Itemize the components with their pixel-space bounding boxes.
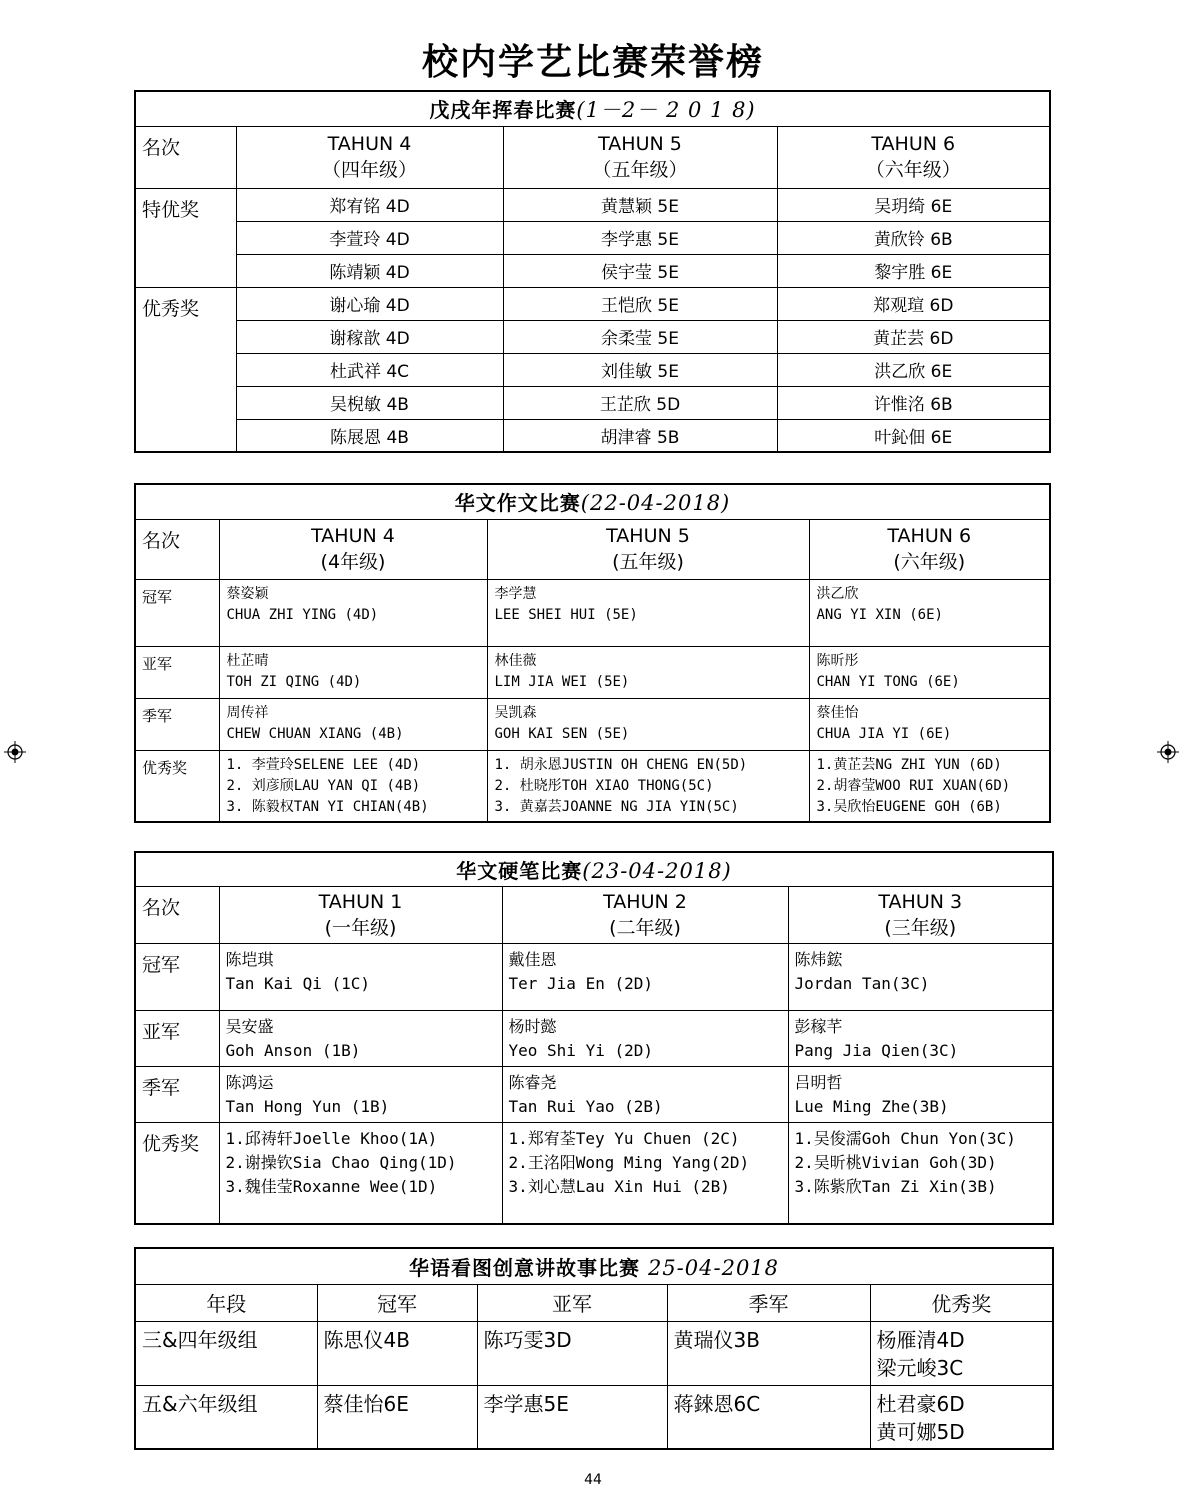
winner-cell: 杨时懿 Yeo Shi Yi (2D) <box>502 1010 788 1066</box>
merit-cell: 杨雁清4D 梁元峻3C <box>870 1321 1053 1385</box>
winner-cell: 吴棿敏 4B <box>236 386 503 419</box>
winner-cell: 林佳薇 LIM JIA WEI (5E) <box>487 646 809 698</box>
winner-cell: 黄瑞仪3B <box>667 1321 870 1385</box>
rank-label: 冠军 <box>135 943 219 1010</box>
winner-cell: 杜芷晴 TOH ZI QING (4D) <box>219 646 487 698</box>
column-header: 优秀奖 <box>870 1284 1053 1321</box>
table-title-text: 华语看图创意讲故事比赛 <box>408 1255 640 1280</box>
storytelling-table <box>134 1247 1054 1450</box>
column-header: TAHUN 6 （六年级） <box>777 126 1050 188</box>
winner-cell: 陈垲琪 Tan Kai Qi (1C) <box>219 943 502 1010</box>
table-title-text: 华文作文比赛 <box>454 491 581 516</box>
column-header: TAHUN 4 （四年级） <box>236 126 503 188</box>
winner-cell: 黄欣铃 6B <box>777 221 1050 254</box>
column-header: TAHUN 6 (六年级) <box>809 519 1050 579</box>
page-number: 44 <box>584 1472 602 1488</box>
winner-cell: 蔡佳怡 CHUA JIA YI (6E) <box>809 698 1050 750</box>
merit-cell: 杜君豪6D 黄可娜5D <box>870 1385 1053 1449</box>
winner-cell: 吴凯森 GOH KAI SEN (5E) <box>487 698 809 750</box>
winner-cell: 黄慧颖 5E <box>503 188 777 221</box>
winner-cell: 李学慧 LEE SHEI HUI (5E) <box>487 579 809 646</box>
winner-cell: 杜武祥 4C <box>236 353 503 386</box>
column-header: TAHUN 5 （五年级） <box>503 126 777 188</box>
merit-cell: 1. 胡永恩JUSTIN OH CHENG EN(5D) 2. 杜晓彤TOH XIAO THONG(5C) 3. 黄嘉芸JOANNE NG JIA YIN(5C) <box>487 750 809 822</box>
table-title <box>135 91 1050 126</box>
winner-cell: 王恺欣 5E <box>503 287 777 320</box>
column-header: 亚军 <box>477 1284 667 1321</box>
table-date: (22-04-2018) <box>580 491 731 516</box>
rank-label: 季军 <box>135 698 219 750</box>
column-header: TAHUN 5 (五年级) <box>487 519 809 579</box>
rank-header: 名次 <box>135 519 219 579</box>
merit-cell: 1.黄芷芸NG ZHI YUN (6D) 2.胡睿莹WOO RUI XUAN(6D) 3.吴欣怡EUGENE GOH (6B) <box>809 750 1050 822</box>
winner-cell: 黎宇胜 6E <box>777 254 1050 287</box>
winner-cell: 陈昕彤 CHAN YI TONG (6E) <box>809 646 1050 698</box>
rank-label: 优秀奖 <box>135 750 219 822</box>
winner-cell: 陈炜鋐 Jordan Tan(3C) <box>788 943 1053 1010</box>
group-label: 三&四年级组 <box>135 1321 317 1385</box>
winner-cell: 吕明哲 Lue Ming Zhe(3B) <box>788 1066 1053 1122</box>
merit-cell: 1.邱祷轩Joelle Khoo(1A) 2.谢操钦Sia Chao Qing(1D) 3.魏佳莹Roxanne Wee(1D) <box>219 1122 502 1224</box>
essay-table <box>134 483 1051 823</box>
winner-cell: 郑宥铭 4D <box>236 188 503 221</box>
column-header: TAHUN 3 (三年级) <box>788 886 1053 943</box>
rank-header: 名次 <box>135 886 219 943</box>
column-header: 季军 <box>667 1284 870 1321</box>
merit-cell: 1.吴俊濡Goh Chun Yon(3C) 2.吴昕桃Vivian Goh(3D) 3.陈紫欣Tan Zi Xin(3B) <box>788 1122 1053 1224</box>
table-title <box>135 852 1053 886</box>
winner-cell: 余柔莹 5E <box>503 320 777 353</box>
spring-couplet-table <box>134 90 1051 453</box>
column-header: TAHUN 4 (4年级) <box>219 519 487 579</box>
winner-cell: 洪乙欣 6E <box>777 353 1050 386</box>
winner-cell: 陈靖颖 4D <box>236 254 503 287</box>
column-header: TAHUN 2 (二年级) <box>502 886 788 943</box>
winner-cell: 李学惠5E <box>477 1385 667 1449</box>
rank-label: 亚军 <box>135 1010 219 1066</box>
winner-cell: 谢心瑜 4D <box>236 287 503 320</box>
column-header: 冠军 <box>317 1284 477 1321</box>
rank-label: 特优奖 <box>135 188 236 287</box>
winner-cell: 胡津睿 5B <box>503 419 777 452</box>
winner-cell: 陈睿尧 Tan Rui Yao (2B) <box>502 1066 788 1122</box>
winner-cell: 谢稼歆 4D <box>236 320 503 353</box>
winner-cell: 陈巧雯3D <box>477 1321 667 1385</box>
table-title-text: 戊戌年挥春比赛 <box>429 97 577 122</box>
merit-cell: 1.郑宥荃Tey Yu Chuen (2C) 2.王洺阳Wong Ming Yang(2D) 3.刘心慧Lau Xin Hui (2B) <box>502 1122 788 1224</box>
rank-header: 名次 <box>135 126 236 188</box>
registration-mark-icon <box>4 741 26 763</box>
column-header: TAHUN 1 (一年级) <box>219 886 502 943</box>
winner-cell: 李学惠 5E <box>503 221 777 254</box>
winner-cell: 刘佳敏 5E <box>503 353 777 386</box>
table-date: (23-04-2018) <box>582 858 732 883</box>
table-title-text: 华文硬笔比赛 <box>456 858 583 883</box>
winner-cell: 陈展恩 4B <box>236 419 503 452</box>
winner-cell: 蒋錸恩6C <box>667 1385 870 1449</box>
winner-cell: 蔡佳怡6E <box>317 1385 477 1449</box>
winner-cell: 彭稼芊 Pang Jia Qien(3C) <box>788 1010 1053 1066</box>
winner-cell: 蔡姿颖 CHUA ZHI YING (4D) <box>219 579 487 646</box>
winner-cell: 侯宇莹 5E <box>503 254 777 287</box>
winner-cell: 周传祥 CHEW CHUAN XIANG (4B) <box>219 698 487 750</box>
winner-cell: 郑观瑄 6D <box>777 287 1050 320</box>
winner-cell: 陈鸿运 Tan Hong Yun (1B) <box>219 1066 502 1122</box>
rank-label: 冠军 <box>135 579 219 646</box>
winner-cell: 吴玥绮 6E <box>777 188 1050 221</box>
rank-label: 优秀奖 <box>135 287 236 452</box>
group-label: 五&六年级组 <box>135 1385 317 1449</box>
column-header: 年段 <box>135 1284 317 1321</box>
calligraphy-table <box>134 851 1054 1225</box>
rank-label: 亚军 <box>135 646 219 698</box>
winner-cell: 黄芷芸 6D <box>777 320 1050 353</box>
table-date: 25-04-2018 <box>647 1255 780 1280</box>
merit-cell: 1. 李萱玲SELENE LEE (4D) 2. 刘彦颀LAU YAN QI (4B) 3. 陈毅权TAN YI CHIAN(4B) <box>219 750 487 822</box>
winner-cell: 李萱玲 4D <box>236 221 503 254</box>
rank-label: 季军 <box>135 1066 219 1122</box>
winner-cell: 许惟洺 6B <box>777 386 1050 419</box>
winner-cell: 吴安盛 Goh Anson (1B) <box>219 1010 502 1066</box>
table-title <box>135 484 1050 519</box>
registration-mark-icon <box>1157 741 1179 763</box>
winner-cell: 陈思仪4B <box>317 1321 477 1385</box>
winner-cell: 叶鈊佃 6E <box>777 419 1050 452</box>
rank-label: 优秀奖 <box>135 1122 219 1224</box>
winner-cell: 洪乙欣 ANG YI XIN (6E) <box>809 579 1050 646</box>
page-title: 校内学艺比赛荣誉榜 <box>421 42 764 83</box>
winner-cell: 王芷欣 5D <box>503 386 777 419</box>
winner-cell: 戴佳恩 Ter Jia En (2D) <box>502 943 788 1010</box>
table-title <box>135 1248 1053 1284</box>
table-date: (1－2－ 2 0 1 8) <box>576 97 756 122</box>
